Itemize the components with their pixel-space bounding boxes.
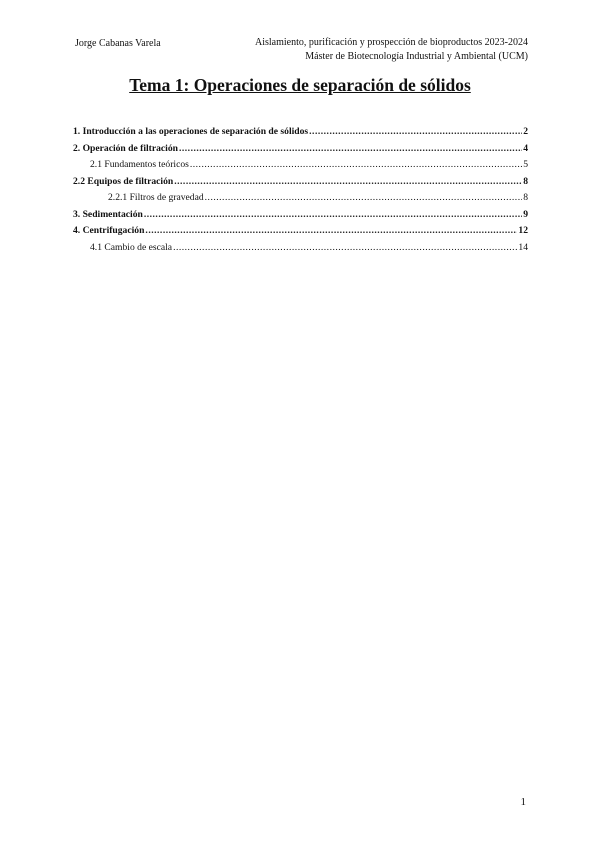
toc-leader-dots <box>205 192 523 203</box>
toc-entry-2-2[interactable] <box>73 176 528 193</box>
toc-entry-label: 4.1 Cambio de escala <box>90 241 173 253</box>
toc-entry-page: 14 <box>518 241 528 253</box>
toc-entry-page: 4 <box>523 142 528 154</box>
toc-entry-page: 8 <box>523 175 528 187</box>
toc-entry-label: 2.1 Fundamentos teóricos <box>90 159 189 170</box>
toc-entry-label: 3. Sedimentación <box>73 208 143 220</box>
toc-entry-label: 1. Introducción a las operaciones de separación de sólidos <box>73 126 309 137</box>
toc-entry-page: 9 <box>523 208 528 220</box>
toc-entry-label: 2. Operación de filtración <box>73 142 178 154</box>
page-number: 1 <box>520 796 526 808</box>
toc-leader-dots <box>179 143 522 154</box>
toc-entry-2-2-1[interactable] <box>73 192 528 209</box>
table-of-contents <box>73 126 528 258</box>
toc-entry-4[interactable] <box>73 225 528 242</box>
header-author: Jorge Cabanas Varela <box>75 38 161 49</box>
toc-leader-dots <box>144 209 522 220</box>
header-course-info <box>255 36 528 64</box>
toc-entry-label: 2.2 Equipos de filtración <box>73 175 174 187</box>
document-title: Tema 1: Operaciones de separación de sólidos <box>129 75 471 95</box>
toc-leader-dots <box>309 126 522 137</box>
toc-entry-page: 8 <box>523 192 528 203</box>
toc-entry-4-1[interactable] <box>73 242 528 259</box>
toc-entry-3[interactable] <box>73 209 528 226</box>
toc-entry-2-1[interactable] <box>73 159 528 176</box>
toc-entry-page: 12 <box>518 225 528 236</box>
toc-entry-label: 4. Centrifugación <box>73 225 145 236</box>
toc-leader-dots <box>174 176 522 187</box>
toc-entry-2[interactable] <box>73 143 528 160</box>
header-program: Máster de Biotecnología Industrial y Ambiental (UCM) <box>305 51 528 62</box>
toc-entry-page: 5 <box>523 159 528 170</box>
toc-leader-dots <box>190 159 522 170</box>
toc-leader-dots <box>173 242 517 253</box>
toc-entry-1[interactable] <box>73 126 528 143</box>
toc-entry-label: 2.2.1 Filtros de gravedad <box>108 192 204 203</box>
toc-leader-dots <box>145 225 517 236</box>
header-course: Aislamiento, purificación y prospección de bioproductos 2023-2024 <box>255 37 528 48</box>
toc-entry-page: 2 <box>523 126 528 137</box>
